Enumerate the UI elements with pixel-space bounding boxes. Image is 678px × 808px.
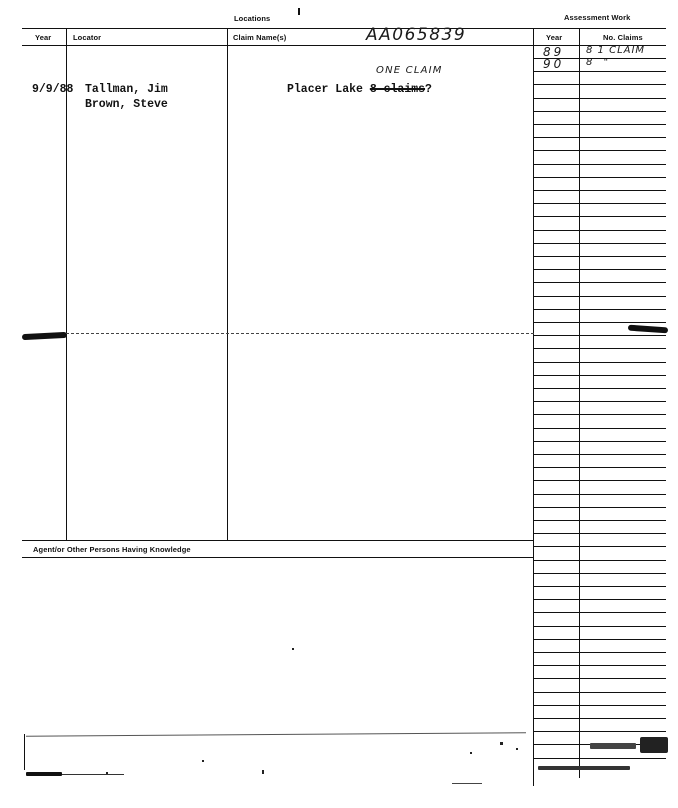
bottom-right-smudge	[640, 737, 668, 753]
assessment-row-line	[534, 494, 666, 495]
assessment-row-line	[534, 335, 666, 336]
speck	[516, 748, 518, 750]
assessment-row-line	[534, 137, 666, 138]
claim-struck-text: 8 claims	[369, 83, 426, 96]
assessment-row-line	[534, 626, 666, 627]
year-locator-divider	[66, 28, 67, 540]
col-locator-header: Locator	[73, 33, 102, 42]
bottom-short-rule	[452, 783, 482, 784]
assessment-row-line	[534, 401, 666, 402]
assessment-row-line	[534, 177, 666, 178]
aw-claims-header: No. Claims	[603, 33, 643, 42]
scan-smudge-right	[628, 325, 668, 334]
assessment-row-line	[534, 309, 666, 310]
assessment-row-line	[534, 375, 666, 376]
assessment-row-line	[534, 520, 666, 521]
speck	[500, 742, 503, 745]
assessment-row-line	[534, 718, 666, 719]
scan-smudge-left	[22, 332, 67, 340]
assessment-row-line	[534, 731, 666, 732]
assessment-row-line	[534, 111, 666, 112]
header-bottom-rule	[22, 45, 666, 46]
assessment-row-line	[534, 150, 666, 151]
fold-line	[66, 333, 534, 334]
assessment-row-line	[534, 230, 666, 231]
assessment-row-line	[534, 758, 666, 759]
bottom-left-tick	[24, 734, 25, 770]
bottom-scan-bar	[538, 766, 630, 770]
assessment-row-line	[534, 692, 666, 693]
case-number: AA065839	[366, 25, 467, 45]
speck	[202, 760, 204, 762]
speck	[106, 772, 108, 774]
assessment-row-line	[534, 652, 666, 653]
locator-claim-divider	[227, 28, 228, 540]
speck	[292, 648, 294, 650]
aw-year-header: Year	[546, 33, 563, 42]
assessment-row-line	[534, 362, 666, 363]
entry-date: 9/9/88	[32, 83, 74, 96]
entry-locator-1: Tallman, Jim	[85, 83, 168, 96]
assessment-row-line	[534, 58, 666, 59]
assessment-row-line	[534, 98, 666, 99]
assessment-row-line	[534, 190, 666, 191]
header-top-rule	[22, 28, 666, 29]
assessment-row-line	[534, 612, 666, 613]
assessment-row-line	[534, 124, 666, 125]
assessment-row-line	[534, 546, 666, 547]
claim-name: Placer Lake	[287, 83, 363, 96]
claim-suffix: ?	[425, 83, 432, 96]
scan-mark	[298, 8, 300, 15]
assessment-row-line	[534, 599, 666, 600]
locations-title: Locations	[234, 14, 271, 23]
entry-locator-2: Brown, Steve	[85, 98, 168, 111]
col-claim-names-header: Claim Name(s)	[233, 33, 287, 42]
assessment-row-line	[534, 705, 666, 706]
aw-row1-year: 89	[543, 45, 565, 59]
bottom-left-smudge	[26, 772, 62, 776]
claim-name-line	[287, 83, 432, 96]
assessment-row-line	[534, 678, 666, 679]
assessment-row-line	[534, 269, 666, 270]
assessment-row-line	[534, 480, 666, 481]
assessment-row-line	[534, 428, 666, 429]
assessment-row-line	[534, 282, 666, 283]
agent-section-label-rule	[22, 557, 534, 558]
assessment-row-line	[534, 296, 666, 297]
assessment-row-line	[534, 71, 666, 72]
assessment-row-line	[534, 454, 666, 455]
assessment-row-line	[534, 507, 666, 508]
agent-section-top-rule	[22, 540, 534, 541]
assessment-row-line	[534, 216, 666, 217]
assessment-row-line	[534, 467, 666, 468]
assessment-row-line	[534, 388, 666, 389]
assessment-row-line	[534, 573, 666, 574]
assessment-row-line	[534, 665, 666, 666]
assessment-row-line	[534, 414, 666, 415]
col-year-header: Year	[35, 33, 52, 42]
assessment-row-line	[534, 164, 666, 165]
assessment-row-line	[534, 203, 666, 204]
aw-row1-claims: 8 1 CLAIM	[586, 45, 646, 56]
assessment-row-line	[534, 560, 666, 561]
assessment-left-border	[533, 28, 534, 786]
speck	[470, 752, 472, 754]
speck	[262, 770, 264, 774]
assessment-row-line	[534, 441, 666, 442]
assessment-row-line	[534, 586, 666, 587]
aw-row2-year: 90	[543, 57, 565, 71]
bottom-right-noise	[590, 743, 636, 749]
claim-annotation: ONE CLAIM	[376, 65, 443, 76]
assessment-row-line	[534, 84, 666, 85]
assessment-row-line	[534, 533, 666, 534]
assessment-row-line	[534, 243, 666, 244]
assessment-row-line	[534, 322, 666, 323]
assessment-work-title: Assessment Work	[564, 13, 631, 22]
aw-row2-claims: 8 "	[586, 57, 613, 68]
agent-section-label: Agent/or Other Persons Having Knowledge	[33, 545, 191, 554]
assessment-row-line	[534, 348, 666, 349]
bottom-faint-rule	[26, 732, 526, 736]
assessment-row-line	[534, 256, 666, 257]
assessment-row-line	[534, 639, 666, 640]
